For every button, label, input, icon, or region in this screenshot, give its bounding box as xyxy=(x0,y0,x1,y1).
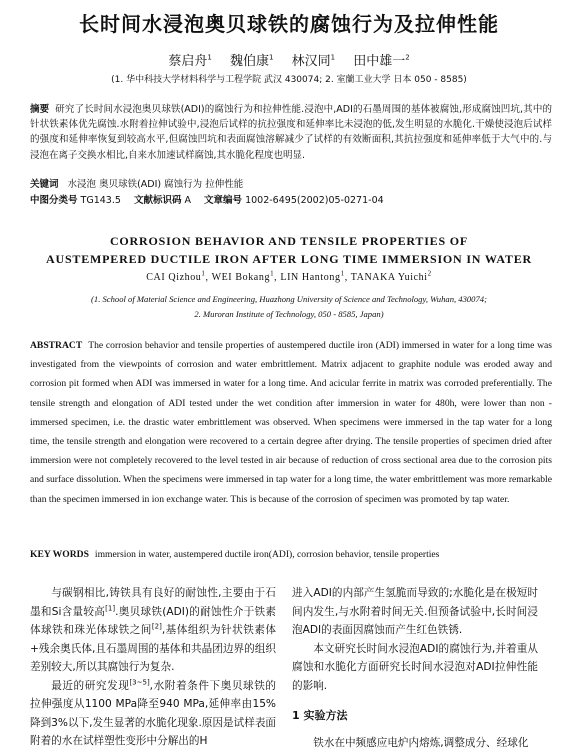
author-sup: 2 xyxy=(428,270,432,278)
body-text: 最近的研究发现 xyxy=(51,680,129,692)
body-paragraph: 进入ADI的内部产生氢脆而导致的;水脆化是在极短时间内发生,与水附着时间无关.但预备试验中,长时间浸泡ADI的表面因腐蚀而产生红色铁锈. xyxy=(292,584,538,640)
chinese-authors xyxy=(0,50,578,69)
affiliation-line: 2. Muroran Institute of Technology, 050 - 8585, Japan) xyxy=(0,307,578,322)
keywords-text: immersion in water, austempered ductile iron(ADI), corrosion behavior, tensile properties xyxy=(95,549,440,560)
classification-line xyxy=(30,192,552,206)
author-sup: 2 xyxy=(405,54,409,62)
article-no-label: 文章编号 xyxy=(204,195,242,206)
english-title-line: AUSTEMPERED DUCTILE IRON AFTER LONG TIME IMMERSION IN WATER xyxy=(0,250,578,268)
author-sup: 1 xyxy=(201,270,205,278)
keyword: 腐蚀行为 xyxy=(164,179,202,190)
body-paragraph xyxy=(30,584,276,677)
body-text: .奥贝球铁(ADI)的耐蚀性介于铁素体球铁和珠光体球铁之间 xyxy=(30,606,276,637)
clc-value: TG143.5 xyxy=(81,195,121,206)
clc-label: 中图分类号 xyxy=(30,195,78,206)
english-keywords xyxy=(30,549,552,560)
english-abstract xyxy=(30,336,552,509)
author-sup: 1 xyxy=(341,270,345,278)
body-right-column xyxy=(292,584,538,752)
author-name: WEI Bokang xyxy=(212,272,271,283)
author-name: 蔡启舟 xyxy=(168,54,207,69)
author-sup: 1 xyxy=(207,54,211,62)
author-name: CAI Qizhou xyxy=(146,272,201,283)
article-no-value: 1002-6495(2002)05-0271-04 xyxy=(245,195,384,206)
chinese-affiliation: (1. 华中科技大学材料科学与工程学院 武汉 430074; 2. 室蘭工业大学 日本 050 - 8585) xyxy=(0,72,578,85)
body-paragraph: 本文研究长时间水浸泡ADI的腐蚀行为,并着重从腐蚀和水脆化方面研究长时间水浸泡对ADI拉伸性能的影响. xyxy=(292,640,538,696)
body-paragraph xyxy=(30,677,276,751)
author-name: 田中雄一 xyxy=(353,54,405,69)
english-title xyxy=(0,232,578,268)
affiliation-line: (1. School of Material Science and Engineering, Huazhong University of Science and Technology, Wuhan, 430074; xyxy=(0,292,578,307)
english-authors: CAI Qizhou$^1$, WEI Bokang$^1$, LIN Hantong$^1$, TANAKA Yuichi$^2$ xyxy=(0,272,578,283)
chinese-abstract xyxy=(30,102,552,163)
keywords-label: 关键词 xyxy=(30,179,59,190)
author-name: LIN Hantong xyxy=(280,272,340,283)
doc-code-value: A xyxy=(185,195,192,206)
keywords-label: KEY WORDS xyxy=(30,549,89,560)
keyword: 拉伸性能 xyxy=(205,179,243,190)
author-sup: 1 xyxy=(331,54,335,62)
citation: [1] xyxy=(105,604,115,612)
citation: [2] xyxy=(152,622,162,630)
abstract-label: ABSTRACT xyxy=(30,340,82,351)
body-paragraph: 铁水在中频感应电炉内熔炼,调整成分、经球化 xyxy=(292,734,538,752)
chinese-title: 长时间水浸泡奥贝球铁的腐蚀行为及拉伸性能 xyxy=(0,8,578,37)
abstract-text: 研究了长时间水浸泡奥贝球铁(ADI)的腐蚀行为和拉伸性能.浸泡中,ADI的石墨周围的基体被腐蚀,形成腐蚀凹坑,其中的针状铁素体优先腐蚀.水附着拉伸试验中,浸泡后试样的抗拉强度和延伸率比未浸泡的低,发生明显的水脆化.干燥使浸泡后试样的强度和延伸率恢复到较高水平,但腐蚀凹坑和表面腐蚀溶解减少了试样的有效断面积,其抗拉强度和延伸率低于大气中的.与浸泡在离子交换水相比,自来水加速试样腐蚀,其水脆化程度也明显. xyxy=(30,104,552,161)
doc-code-label: 文献标识码 xyxy=(134,195,182,206)
author-name: 魏伯康 xyxy=(230,54,269,69)
author-sup: 1 xyxy=(270,270,274,278)
keyword: 奥贝球铁(ADI) xyxy=(99,179,161,190)
body-text: ,水附着条件下奥贝球铁的拉伸强度从1100 MPa降至940 MPa,延伸率由15%降到3%以下,发生显著的水脆化现象.原因是试样表面附着的水在试样塑性变形中分解出的H xyxy=(30,680,276,748)
body-left-column xyxy=(30,584,276,751)
body-text: 与碳钢相比,铸铁具有良好的耐蚀性,主要由于石墨和Si含量较高 xyxy=(30,587,276,618)
author-sup: 1 xyxy=(269,54,273,62)
author-name: TANAKA Yuichi xyxy=(351,272,428,283)
abstract-text: The corrosion behavior and tensile properties of austempered ductile iron (ADI) immersed in water for a long time was investigated from the viewpoints of corrosion and water embrittlement. Matrix adjacent to graphite nodule was eroded away and corrosion pit formed when ADI was immersed in water for a long time. And acicular ferrite in matrix was corroded preferentially. The tensile strength and elongation of ADI tested under the wet condition after immersion in water for 480h, were lower than non - immersed specimen, i.e. the drastic water embrittlement was observed. When specimens were immersed in the tap water for a long time, the tensile strength and elongation were recovered to a certain degree after drying. The tensile properties of specimen dried after immersion were not completely recovered to the level tested in air because of reduction of cross sectional area due to the corrosion pits and surface dissolution. When the specimens were immersed in tap water for a long time, the water embrittlement was more remarkable than the specimen immersed in ion exchange water. This is because of the corrosion of specimen was promoted by tap water. xyxy=(30,340,552,505)
chinese-keywords xyxy=(30,176,552,190)
keyword: 水浸泡 xyxy=(68,179,97,190)
english-affiliation xyxy=(0,292,578,322)
english-title-line: CORROSION BEHAVIOR AND TENSILE PROPERTIES OF xyxy=(0,232,578,250)
body-text: ,基体组织为针状铁素体+残余奥氏体,且石墨周围的基体和共晶团边界的组织差别较大,所以其腐蚀行为复杂. xyxy=(30,624,276,673)
citation: [3~5] xyxy=(129,678,149,686)
author-name: 林汉同 xyxy=(292,54,331,69)
abstract-label: 摘要 xyxy=(30,104,49,115)
section-heading: 1 实验方法 xyxy=(292,707,538,726)
